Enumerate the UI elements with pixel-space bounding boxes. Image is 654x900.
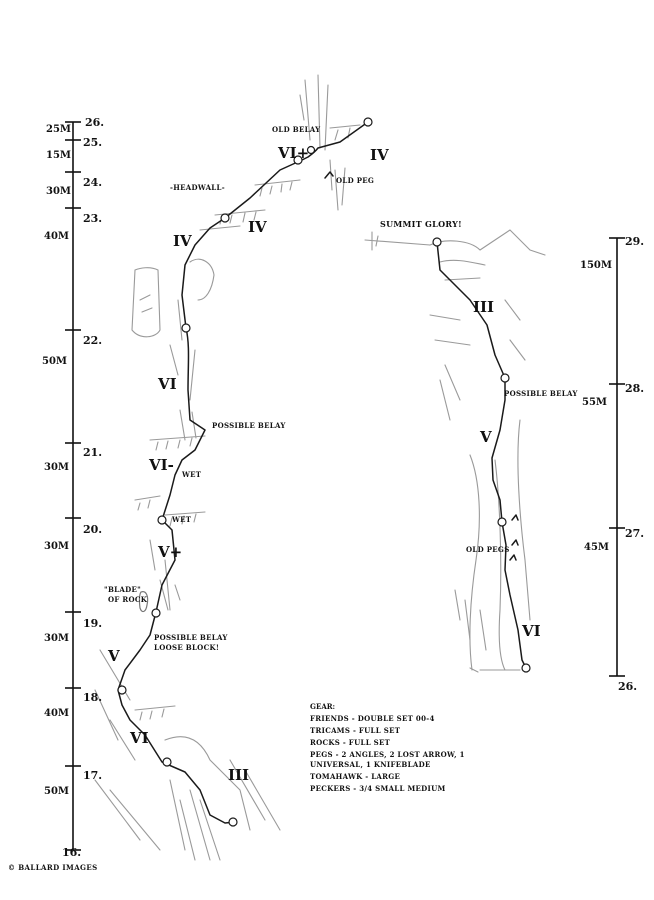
- grade-p26: VI+: [278, 144, 310, 162]
- grade-p22: VI: [158, 375, 177, 393]
- grade-p20: V+: [158, 543, 183, 561]
- grade-p24: IV: [248, 218, 267, 236]
- image-credit: © BALLARD IMAGES: [8, 863, 98, 872]
- left-pitch-22: 22.: [83, 334, 103, 347]
- right-length-45m: 45M: [584, 542, 609, 553]
- left-pitch-23: 23.: [83, 212, 103, 225]
- left-pitch-20: 20.: [83, 523, 103, 536]
- note-old-belay: OLD BELAY: [272, 125, 321, 134]
- note-wet-1: WET: [182, 470, 202, 479]
- right-length-150m: 150M: [580, 260, 612, 271]
- note-blade-2: OF ROCK: [108, 595, 148, 604]
- left-pitch-scale: [42, 116, 104, 859]
- left-length-30m-d: 30M: [44, 633, 69, 644]
- note-wet-2: WET: [172, 515, 192, 524]
- gear-line: ROCKS - FULL SET: [310, 738, 391, 747]
- grade-p17-right: III: [228, 766, 250, 784]
- gear-list: [310, 702, 465, 793]
- left-length-50m-a: 50M: [42, 356, 67, 367]
- left-pitch-25: 25.: [83, 136, 103, 149]
- right-pitch-scale: [580, 235, 644, 693]
- left-length-50m-b: 50M: [44, 786, 69, 797]
- grade-p26-right: IV: [370, 146, 389, 164]
- note-possible-belay-right: POSSIBLE BELAY: [504, 389, 578, 398]
- left-length-40m-b: 40M: [44, 708, 69, 719]
- left-pitch-17: 17.: [83, 769, 103, 782]
- rock-sketch-right: [365, 230, 545, 672]
- right-pitch-26: 26.: [618, 680, 638, 693]
- gear-line: FRIENDS - DOUBLE SET 00-4: [310, 714, 435, 723]
- gear-line: TRICAMS - FULL SET: [310, 726, 401, 735]
- note-possible-belay-left: POSSIBLE BELAY: [212, 421, 286, 430]
- note-headwall: -HEADWALL-: [170, 183, 225, 192]
- grade-r28: V: [480, 428, 492, 446]
- gear-line: UNIVERSAL, 1 KNIFEBLADE: [310, 760, 431, 769]
- left-length-25m: 25M: [46, 124, 71, 135]
- left-length-40m-a: 40M: [44, 231, 69, 242]
- left-pitch-19: 19.: [83, 617, 103, 630]
- grade-p23: IV: [173, 232, 192, 250]
- left-length-30m-a: 30M: [46, 186, 71, 197]
- left-length-30m-b: 30M: [44, 462, 69, 473]
- gear-line: PECKERS - 3/4 SMALL MEDIUM: [310, 784, 446, 793]
- note-loose-block: LOOSE BLOCK!: [154, 643, 220, 652]
- left-length-30m-c: 30M: [44, 541, 69, 552]
- note-summit: SUMMIT GLORY!: [380, 219, 462, 229]
- left-pitch-18: 18.: [83, 691, 103, 704]
- right-pitch-29: 29.: [625, 235, 645, 248]
- gear-line: TOMAHAWK - LARGE: [310, 772, 401, 781]
- left-pitch-16: 16.: [62, 846, 82, 859]
- gear-title: GEAR:: [310, 702, 336, 711]
- left-pitch-24: 24.: [83, 176, 103, 189]
- left-pitch-21: 21.: [83, 446, 103, 459]
- note-possible-belay-2: POSSIBLE BELAY: [154, 633, 228, 642]
- gear-line: PEGS - 2 ANGLES, 2 LOST ARROW, 1: [310, 750, 465, 759]
- note-blade-1: "BLADE": [104, 585, 142, 594]
- grade-p19: V: [108, 647, 120, 665]
- peg-markers: [325, 172, 518, 560]
- grade-p17-left: VI: [130, 729, 149, 747]
- right-length-55m: 55M: [582, 397, 607, 408]
- note-old-pegs: OLD PEGS: [466, 545, 510, 554]
- grade-r29: III: [473, 298, 495, 316]
- note-old-peg: OLD PEG: [336, 176, 375, 185]
- left-pitch-26: 26.: [85, 116, 105, 129]
- right-pitch-28: 28.: [625, 382, 645, 395]
- grade-r26: VI: [522, 622, 541, 640]
- left-length-15m: 15M: [46, 150, 71, 161]
- right-pitch-27: 27.: [625, 527, 645, 540]
- grade-labels: [107, 144, 541, 784]
- grade-p21: VI-: [149, 456, 174, 474]
